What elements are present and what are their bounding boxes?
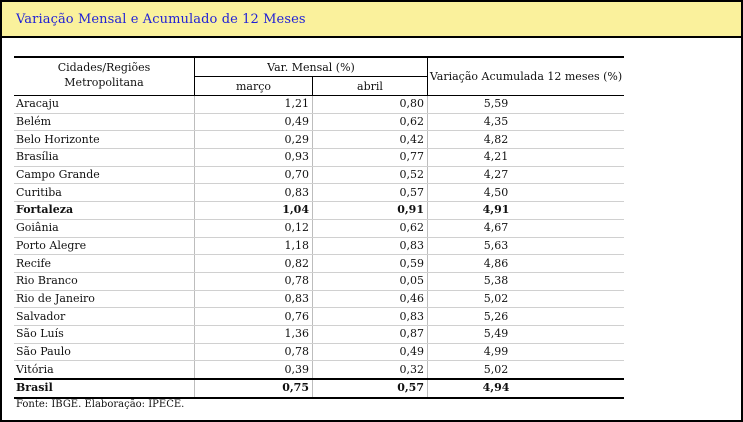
title-bar — [2, 2, 741, 38]
table-body — [14, 96, 624, 398]
table-row — [14, 255, 624, 273]
cell-city: Belo Horizonte — [14, 131, 195, 149]
cell-abril: 0,57 — [313, 379, 428, 398]
table-row — [14, 96, 624, 114]
cell-abril: 0,52 — [313, 166, 428, 184]
cell-acumulada: 5,63 — [428, 237, 625, 255]
cell-marco: 1,04 — [195, 202, 313, 220]
cell-abril: 0,59 — [313, 255, 428, 273]
cell-acumulada: 4,67 — [428, 219, 625, 237]
cell-marco: 0,83 — [195, 290, 313, 308]
cell-marco: 0,75 — [195, 379, 313, 398]
cell-abril: 0,83 — [313, 308, 428, 326]
table-row — [14, 149, 624, 167]
cell-abril: 0,62 — [313, 219, 428, 237]
cell-marco: 0,76 — [195, 308, 313, 326]
cell-city: Brasília — [14, 149, 195, 167]
cell-abril: 0,42 — [313, 131, 428, 149]
table-row — [14, 184, 624, 202]
cell-city: Porto Alegre — [14, 237, 195, 255]
table-row — [14, 272, 624, 290]
cell-abril: 0,80 — [313, 96, 428, 114]
header-acumulada: Variação Acumulada 12 meses (%) — [428, 57, 625, 96]
cell-abril: 0,91 — [313, 202, 428, 220]
cell-acumulada: 4,35 — [428, 113, 625, 131]
cell-acumulada: 4,86 — [428, 255, 625, 273]
cell-acumulada: 5,02 — [428, 361, 625, 379]
cell-city: São Paulo — [14, 343, 195, 361]
header-cities-line2: Metropolitana — [64, 76, 144, 89]
cell-acumulada: 4,99 — [428, 343, 625, 361]
cell-city: Aracaju — [14, 96, 195, 114]
cell-city: Brasil — [14, 379, 195, 398]
table-row — [14, 325, 624, 343]
table-row — [14, 131, 624, 149]
cell-acumulada: 4,50 — [428, 184, 625, 202]
cell-marco: 1,21 — [195, 96, 313, 114]
table-row — [14, 343, 624, 361]
cell-abril: 0,57 — [313, 184, 428, 202]
page-title: Variação Mensal e Acumulado de 12 Meses — [16, 11, 306, 27]
cell-acumulada: 5,38 — [428, 272, 625, 290]
cell-city: Rio Branco — [14, 272, 195, 290]
cell-city: Recife — [14, 255, 195, 273]
cell-city: Salvador — [14, 308, 195, 326]
cell-marco: 0,49 — [195, 113, 313, 131]
cell-abril: 0,62 — [313, 113, 428, 131]
header-abril: abril — [313, 77, 428, 96]
table-row — [14, 308, 624, 326]
table-container — [14, 56, 624, 399]
header-marco: março — [195, 77, 313, 96]
cell-city: São Luís — [14, 325, 195, 343]
header-cities — [14, 57, 195, 96]
cell-abril: 0,46 — [313, 290, 428, 308]
table-row — [14, 237, 624, 255]
table-row-total — [14, 379, 624, 398]
cell-abril: 0,83 — [313, 237, 428, 255]
data-table — [14, 56, 624, 399]
header-var-mensal: Var. Mensal (%) — [195, 57, 428, 77]
cell-city: Fortaleza — [14, 202, 195, 220]
cell-acumulada: 4,82 — [428, 131, 625, 149]
cell-marco: 1,18 — [195, 237, 313, 255]
cell-acumulada: 5,59 — [428, 96, 625, 114]
cell-city: Rio de Janeiro — [14, 290, 195, 308]
cell-acumulada: 4,91 — [428, 202, 625, 220]
cell-abril: 0,87 — [313, 325, 428, 343]
cell-marco: 0,78 — [195, 272, 313, 290]
cell-abril: 0,49 — [313, 343, 428, 361]
cell-acumulada: 4,21 — [428, 149, 625, 167]
source-note: Fonte: IBGE. Elaboração: IPECE. — [16, 399, 185, 410]
cell-acumulada: 5,26 — [428, 308, 625, 326]
header-row-top — [14, 57, 624, 77]
cell-city: Vitória — [14, 361, 195, 379]
cell-marco: 0,12 — [195, 219, 313, 237]
cell-marco: 0,82 — [195, 255, 313, 273]
header-cities-line1: Cidades/Regiões — [57, 61, 151, 74]
cell-city: Campo Grande — [14, 166, 195, 184]
cell-city: Curitiba — [14, 184, 195, 202]
table-row — [14, 202, 624, 220]
table-row — [14, 290, 624, 308]
cell-marco: 1,36 — [195, 325, 313, 343]
cell-marco: 0,78 — [195, 343, 313, 361]
cell-city: Belém — [14, 113, 195, 131]
cell-marco: 0,39 — [195, 361, 313, 379]
cell-marco: 0,29 — [195, 131, 313, 149]
table-row — [14, 361, 624, 379]
cell-abril: 0,05 — [313, 272, 428, 290]
cell-acumulada: 4,94 — [428, 379, 625, 398]
cell-acumulada: 4,27 — [428, 166, 625, 184]
table-row — [14, 113, 624, 131]
cell-acumulada: 5,49 — [428, 325, 625, 343]
cell-acumulada: 5,02 — [428, 290, 625, 308]
cell-marco: 0,93 — [195, 149, 313, 167]
table-row — [14, 166, 624, 184]
cell-abril: 0,32 — [313, 361, 428, 379]
table-row — [14, 219, 624, 237]
cell-marco: 0,83 — [195, 184, 313, 202]
cell-city: Goiânia — [14, 219, 195, 237]
cell-marco: 0,70 — [195, 166, 313, 184]
cell-abril: 0,77 — [313, 149, 428, 167]
